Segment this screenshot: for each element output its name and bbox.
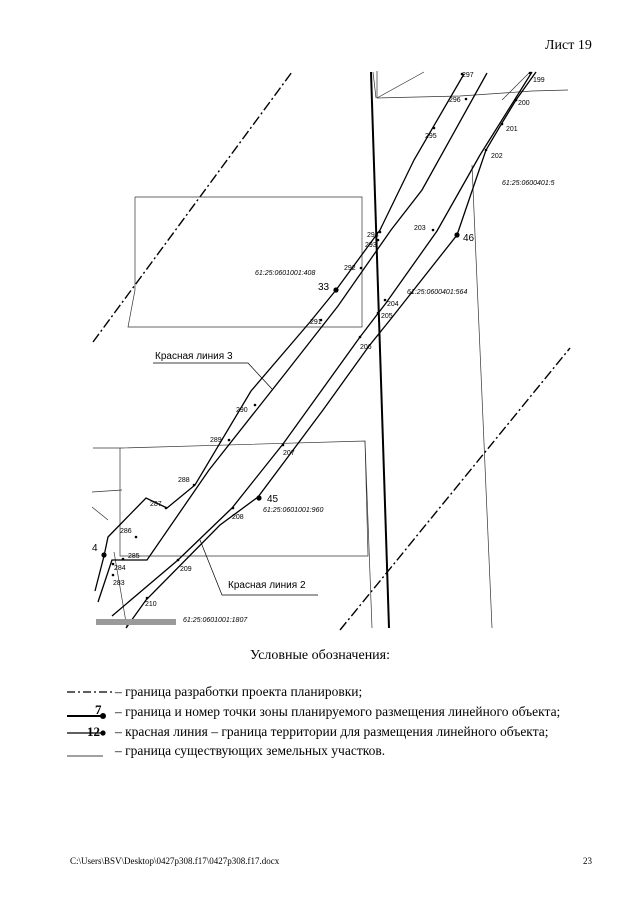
legend-text: – граница существующих земельных участков. <box>115 743 386 758</box>
legend-text: – красная линия – граница территории для размещения линейного объекта; <box>115 724 549 739</box>
point-label: 201 <box>506 126 518 133</box>
point-label: 203 <box>414 225 426 232</box>
footer-file-path: C:\Users\BSV\Desktop\0427p308.f17\0427p308.f17.docx <box>70 856 280 866</box>
red-line-2-label: Красная линия 2 <box>228 580 306 591</box>
point-label: 290 <box>236 407 248 414</box>
marker-33 <box>333 287 338 292</box>
marker-45 <box>256 495 261 500</box>
point-label: 284 <box>114 565 126 572</box>
point-label: 210 <box>145 601 157 608</box>
point-label: 45 <box>267 494 279 505</box>
point-label: 287 <box>150 501 162 508</box>
point-label: 202 <box>491 153 503 160</box>
point-label: 285 <box>128 553 140 560</box>
point-label: 295 <box>425 133 437 140</box>
zone-boundary-west-inner <box>98 73 487 602</box>
parcel-label: 61:25:0600401:5 <box>502 180 555 187</box>
legend-title: Условные обозначения: <box>249 648 391 663</box>
point-label: 293 <box>365 242 377 249</box>
point-label: 291 <box>310 319 322 326</box>
planning-boundary-west <box>93 72 292 342</box>
point-label: 200 <box>518 100 530 107</box>
point-label: 4 <box>92 543 98 554</box>
main-vertical-boundary <box>371 72 389 628</box>
point-label: 206 <box>360 344 372 351</box>
svg-text:7: 7 <box>95 704 102 717</box>
thin-line-icon <box>67 743 115 759</box>
red-line-3-label: Красная линия 3 <box>155 351 233 362</box>
marker-46 <box>454 232 459 237</box>
zone-boundary-east-inner <box>112 72 532 616</box>
dash-dot-line-icon <box>67 684 115 700</box>
zone-boundary-east-outer <box>126 72 536 628</box>
point-label: 33 <box>318 282 330 293</box>
point-label: 286 <box>120 528 132 535</box>
point-label: 205 <box>381 313 393 320</box>
point-label: 46 <box>463 233 475 244</box>
parcel-label: 61:25:0601001:1807 <box>183 617 248 624</box>
point-label: 208 <box>232 514 244 521</box>
legend-text: – граница разработки проекта планировки; <box>115 684 363 699</box>
point-label: 296 <box>449 97 461 104</box>
point-label: 289 <box>210 437 222 444</box>
point-label: 209 <box>180 566 192 573</box>
sheet-label: Лист 19 <box>545 38 592 53</box>
point-label: 292 <box>344 265 356 272</box>
legend-text: – граница и номер точки зоны планируемого размещения линейного объекта; <box>115 704 561 719</box>
point-label: 207 <box>283 450 295 457</box>
parcel-label: 61:25:0601001:960 <box>263 507 324 514</box>
point-label: 288 <box>178 477 190 484</box>
planning-boundary-east <box>340 348 570 630</box>
point-label: 297 <box>462 72 474 79</box>
point-boundary-line-icon <box>67 704 115 720</box>
point-label: 204 <box>387 301 399 308</box>
parcel-label: 61:25:0600401:564 <box>407 289 468 296</box>
marker-4 <box>101 552 106 557</box>
point-label: 294 <box>367 232 379 239</box>
point-label: 199 <box>533 77 545 84</box>
svg-text:12: 12 <box>87 724 100 739</box>
point-label: 283 <box>113 580 125 587</box>
footer-page-number: 23 <box>583 856 592 866</box>
red-line-3-leader <box>153 363 272 389</box>
parcel-label: 61:25:0601001:408 <box>255 270 316 277</box>
faded-strip <box>96 619 176 625</box>
red-line-point-icon <box>67 724 115 740</box>
